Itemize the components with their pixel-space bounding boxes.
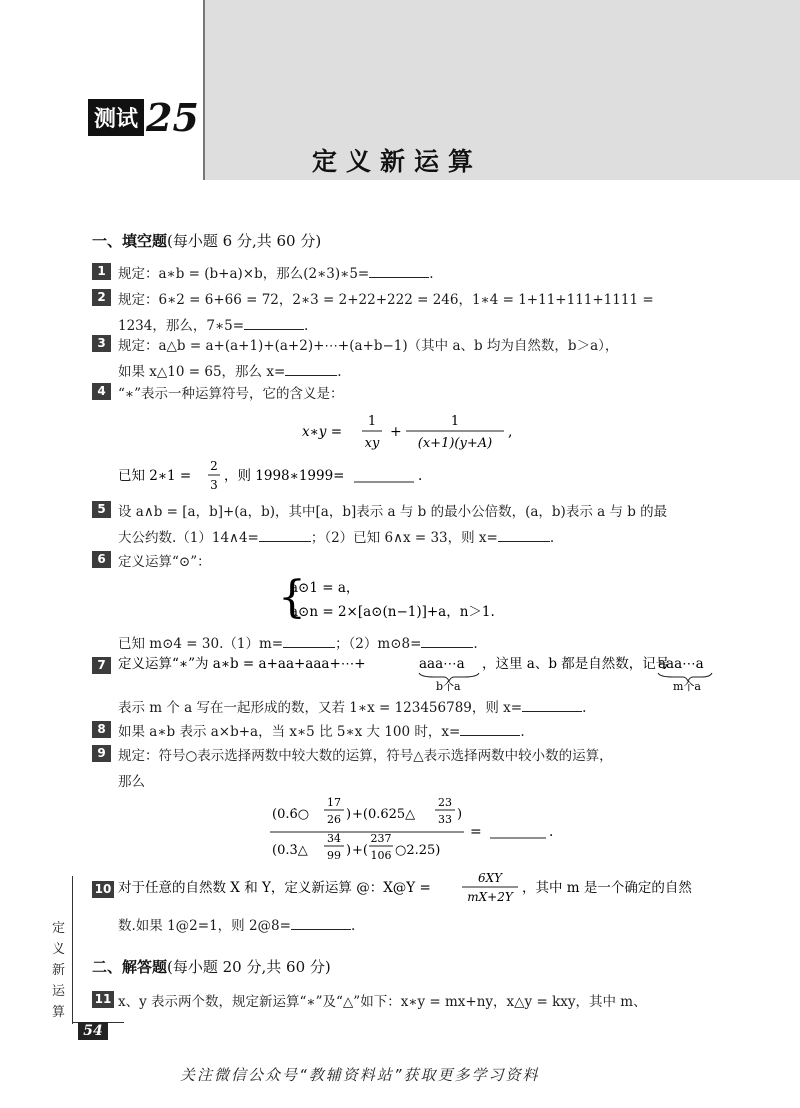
underbrace-label: b个a: [436, 680, 461, 692]
question-4-line-1: “∗”表示一种运算符号，它的含义是：: [118, 386, 344, 402]
fraction-numerator: 237: [370, 832, 392, 845]
question-4-given: [116, 458, 456, 494]
question-10-line-2: 数.如果 1@2=1，则 2@8= .: [118, 918, 356, 934]
question-text: ，这里 a、b 都是自然数，记号: [482, 656, 670, 672]
question-text: 如果 a∗b 表示 a×b+a，当 x∗5 比 5∗x 大 100 时，x=: [118, 724, 461, 740]
given-prefix: 已知 2∗1 =: [118, 468, 192, 484]
question-7-line-2: 表示 m 个 a 写在一起形成的数，又若 1∗x = 123456789，则 x= .: [118, 700, 587, 716]
left-brace: {: [278, 574, 306, 623]
formula-lhs: x∗y =: [302, 424, 343, 440]
svg-text:): ): [457, 807, 463, 822]
question-6-line-1: 定义运算“⊙”：: [118, 554, 211, 570]
fraction-numerator: 1: [367, 414, 377, 429]
svg-text:): ): [346, 843, 352, 858]
question-text: 表示 m 个 a 写在一起形成的数，又若 1∗x = 123456789，则 x=: [118, 700, 523, 716]
denominator-part-b: +(: [352, 843, 368, 858]
test-badge: [88, 95, 199, 140]
section-note: (每小题 6 分,共 60 分): [167, 232, 322, 250]
fraction-denominator: 26: [327, 813, 341, 826]
numerator-part-a: (0.6̇○: [272, 807, 310, 822]
sidebar-rule: [72, 876, 73, 1024]
question-number: 8: [92, 721, 111, 738]
section-note: (每小题 20 分,共 60 分): [167, 958, 331, 976]
underbrace-label: m个a: [673, 680, 701, 692]
question-number: 10: [92, 881, 114, 898]
question-7-line-1: [116, 652, 716, 692]
question-text: ；（2）已知 6∧x = 33，则 x=: [310, 530, 498, 546]
question-text: 1234，那么，7∗5=: [118, 318, 245, 334]
question-5-line-1: 设 a∧b = [a，b]+(a，b)，其中[a，b]表示 a 与 b 的最小公倍数，(a，b)表示 a 与 b 的最: [118, 504, 668, 520]
answer-blank[interactable]: [460, 723, 520, 736]
answer-blank[interactable]: [291, 917, 351, 930]
fraction-numerator: 34: [327, 832, 341, 845]
question-text: 定义运算“∗”为 a∗b = a+aa+aaa+⋯+: [118, 656, 366, 672]
question-2-line-2: 1234，那么，7∗5= .: [118, 318, 309, 334]
fraction-numerator: 6XY: [477, 871, 503, 885]
header-banner: [205, 0, 800, 180]
question-text: ，其中 m 是一个确定的自然: [522, 880, 692, 896]
test-number: 25: [146, 95, 199, 140]
section-title: 二、解答题: [92, 958, 168, 976]
fraction-denominator: 106: [370, 849, 392, 862]
question-number: 11: [92, 991, 114, 1008]
question-1: 规定：a∗b = (b+a)×b，那么(2∗3)∗5= .: [118, 266, 434, 282]
test-label: 测试: [88, 99, 144, 136]
question-text: ；（2）m⊙8=: [335, 636, 422, 652]
question-3-line-1: 规定：a△b = a+(a+1)+(a+2)+⋯+(a+b−1)（其中 a、b 均为自然数，b＞a），: [118, 338, 619, 354]
answer-blank[interactable]: [498, 529, 550, 542]
svg-text:): ): [346, 807, 352, 822]
question-number: 2: [92, 289, 111, 306]
equals-sign: =: [470, 824, 482, 840]
answer-blank[interactable]: [369, 265, 429, 278]
case-1: a⊙1 = a，: [290, 580, 360, 596]
given-denominator: 3: [210, 478, 218, 492]
fraction-denominator: mX+2Y: [467, 890, 513, 904]
question-2-line-1: 规定：6∗2 = 6+66 = 72，2∗3 = 2+22+222 = 246，1∗4 = 1+11+111+1111 =: [118, 292, 654, 308]
given-suffix: ，则 1998∗1999=: [224, 468, 345, 484]
given-numerator: 2: [210, 459, 218, 473]
answer-blank[interactable]: [259, 529, 311, 542]
case-2: a⊙n = 2×[a⊙(n−1)]+a，n＞1.: [290, 604, 495, 620]
question-number: 3: [92, 335, 111, 352]
question-9-line-2: 那么: [118, 774, 145, 790]
section-heading-answer: [92, 956, 331, 977]
answer-blank[interactable]: [285, 363, 337, 376]
question-6-line-2: 已知 m⊙4 = 30.（1）m= ；（2）m⊙8= .: [118, 636, 478, 652]
denominator-tail: ○2.25): [395, 843, 441, 858]
footer-watermark: 关注微信公众号“教辅资料站”获取更多学习资料: [180, 1066, 540, 1084]
question-text: 如果 x△10 = 65，那么 x=: [118, 364, 286, 380]
fraction-denominator: xy: [364, 436, 380, 451]
section-title: 一、填空题: [92, 232, 168, 250]
question-text: 对于任意的自然数 X 和 Y，定义新运算 @：X@Y =: [118, 880, 431, 896]
question-8: 如果 a∗b 表示 a×b+a，当 x∗5 比 5∗x 大 100 时，x= .: [118, 724, 525, 740]
fraction-numerator: 1: [450, 414, 460, 429]
question-number: 4: [92, 383, 111, 400]
answer-blank[interactable]: [244, 317, 304, 330]
question-number: 1: [92, 263, 111, 280]
question-5-line-2: 大公约数.（1）14∧4= ；（2）已知 6∧x = 33，则 x= .: [118, 530, 555, 546]
fraction-numerator: 23: [438, 796, 452, 809]
denominator-part-a: (0.3̇△: [272, 843, 308, 858]
question-text: 大公约数.（1）14∧4=: [118, 530, 259, 546]
fraction-denominator: (x+1)(y+A): [417, 436, 493, 451]
section-heading-fill-in: [92, 230, 321, 251]
question-number: 5: [92, 501, 111, 518]
svg-text:.: .: [418, 468, 423, 484]
numerator-part-b: +(0.625△: [352, 807, 416, 822]
question-4-formula: [300, 408, 540, 454]
underbrace-text: aaa⋯a: [419, 656, 465, 672]
fraction-denominator: 99: [327, 849, 341, 862]
question-11: x、y 表示两个数，规定新运算“∗”及“△”如下：x∗y = mx+ny，x△y = kxy，其中 m、: [118, 994, 647, 1010]
plus-sign: +: [390, 424, 402, 440]
question-text: 规定：a∗b = (b+a)×b，那么(2∗3)∗5=: [118, 266, 370, 282]
question-10-line-1: [116, 870, 716, 906]
header-divider: [203, 0, 205, 180]
question-3-line-2: 如果 x△10 = 65，那么 x= .: [118, 364, 342, 380]
answer-blank[interactable]: [522, 699, 582, 712]
fraction-numerator: 17: [327, 796, 341, 809]
comma: ,: [508, 424, 513, 440]
underbrace-text: aaa⋯a: [658, 656, 704, 672]
answer-blank[interactable]: [421, 635, 473, 648]
question-number: 6: [92, 551, 111, 568]
question-number: 7: [92, 657, 111, 674]
page-number: 54: [78, 1022, 108, 1040]
svg-text:.: .: [549, 824, 554, 840]
answer-blank[interactable]: [283, 635, 335, 648]
chapter-title: 定义新运算: [312, 147, 483, 176]
question-9-formula: [268, 794, 568, 868]
question-text: 已知 m⊙4 = 30.（1）m=: [118, 636, 284, 652]
question-9-line-1: 规定：符号○表示选择两数中较大数的运算，符号△表示选择两数中较小数的运算，: [118, 748, 613, 764]
question-number: 9: [92, 745, 111, 762]
question-6-cases: [278, 574, 568, 624]
question-text: 数.如果 1@2=1，则 2@8=: [118, 918, 291, 934]
fraction-denominator: 33: [438, 813, 452, 826]
sidebar-chapter-label: 定义新运算: [52, 921, 66, 1020]
